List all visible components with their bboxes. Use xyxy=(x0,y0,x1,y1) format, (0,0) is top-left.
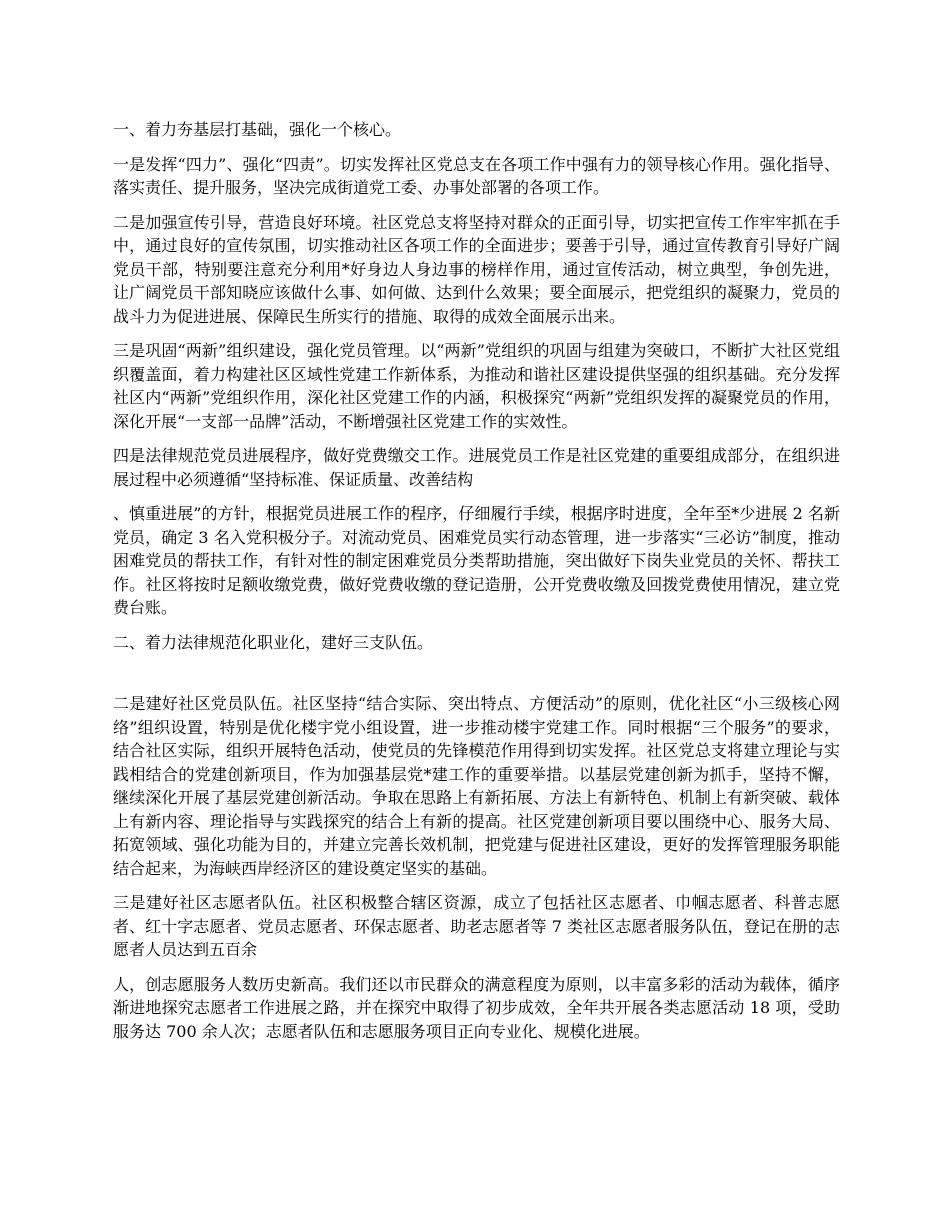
paragraph-party-member-team: 二是建好社区党员队伍。社区坚持“结合实际、突出特点、方便活动”的原则，优化社区“小三级核心网络”组织设置，特别是优化楼宇党小组设置，进一步推动楼宇党建工作。同时根据“三个服务”的要求，结合社区实际，组织开展特色活动，使党员的先锋模范作用得到切实发挥。社区党总支将建立理论与实践相结合的党建创新项目，作为加强基层党*建工作的重要举措。以基层党建创新为抓手，坚持不懈，继续深化开展了基层党建创新活动。争取在思路上有新拓展、方法上有新特色、机制上有新突破、载体上有新内容、理论指导与实践探究的结合上有新的提高。社区党建创新项目要以围绕中心、服务大局、拓宽领域、强化功能为目的，并建立完善长效机制，把党建与促进社区建设，更好的发挥管理服务职能结合起来，为海峡西岸经济区的建设奠定坚实的基础。 xyxy=(113,694,840,878)
paragraph-four-powers: 一是发挥“四力”、强化“四责”。切实发挥社区党总支在各项工作中强有力的领导核心作用。强化指导、落实责任、提升服务，坚决完成街道党工委、办事处部署的各项工作。 xyxy=(113,154,840,197)
document-body xyxy=(113,118,840,1054)
section-heading-1: 一、着力夯基层打基础，强化一个核心。 xyxy=(113,120,402,139)
paragraph-volunteer-results: 人，创志愿服务人数历史新高。我们还以市民群众的满意程度为原则，以丰富多彩的活动为载体，循序渐进地探究志愿者工作进展之路，并在探究中取得了初步成效，全年共开展各类志愿活动 18 项，受助服务达 700 余人次；志愿者队伍和志愿服务项目正向专业化、规模化进展。 xyxy=(113,974,840,1041)
paragraph-party-member-development: 四是法律规范党员进展程序，做好党费缴交工作。进展党员工作是社区党建的重要组成部分，在组织进展过程中必须遵循“坚持标准、保证质量、改善结构 xyxy=(113,446,840,489)
paragraph-volunteer-team: 三是建好社区志愿者队伍。社区积极整合辖区资源，成立了包括社区志愿者、巾帼志愿者、科普志愿者、红十字志愿者、党员志愿者、环保志愿者、助老志愿者等 7 类社区志愿者服务队伍，登记在册的志愿者人员达到五百余 xyxy=(113,893,840,959)
section-heading-2: 二、着力法律规范化职业化，建好三支队伍。 xyxy=(113,632,434,652)
paragraph-party-dues: 、慎重进展”的方针，根据党员进展工作的程序，仔细履行手续，根据序时进度，全年至*少进展 2 名新党员，确定 3 名入党积极分子。对流动党员、困难党员实行动态管理，进一步落实“三必访”制度，推动困难党员的帮扶工作，有针对性的制定困难党员分类帮助措施，突出做好下岗失业党员的关怀、帮扶工作。社区将按时足额收缴党费，做好党费收缴的登记造册，公开党费收缴及回拨党费使用情况，建立党费台账。 xyxy=(113,504,840,617)
paragraph-publicity: 二是加强宣传引导，营造良好环境。社区党总支将坚持对群众的正面引导，切实把宣传工作牢牢抓在手中，通过良好的宣传氛围，切实推动社区各项工作的全面进步；要善于引导，通过宣传教育引导好广阔党员干部，特别要注意充分利用*好身边人身边事的榜样作用，通过宣传活动，树立典型，争创先进，让广阔党员干部知晓应该做什么事、如何做、达到什么效果；要全面展示，把党组织的凝聚力，党员的战斗力为促进进展、保障民生所实行的措施、取得的成效全面展示出来。 xyxy=(113,212,840,326)
paragraph-two-new-organizations: 三是巩固“两新”组织建设，强化党员管理。以“两新”党组织的巩固与组建为突破口，不断扩大社区党组织覆盖面，着力构建社区区域性党建工作新体系，为推动和谐社区建设提供坚强的组织基础。充分发挥社区内“两新”党组织作用，深化社区党建工作的内涵，积极探究“两新”党组织发挥的凝聚党员的作用，深化开展“一支部一品牌”活动，不断增强社区党建工作的实效性。 xyxy=(113,341,840,431)
